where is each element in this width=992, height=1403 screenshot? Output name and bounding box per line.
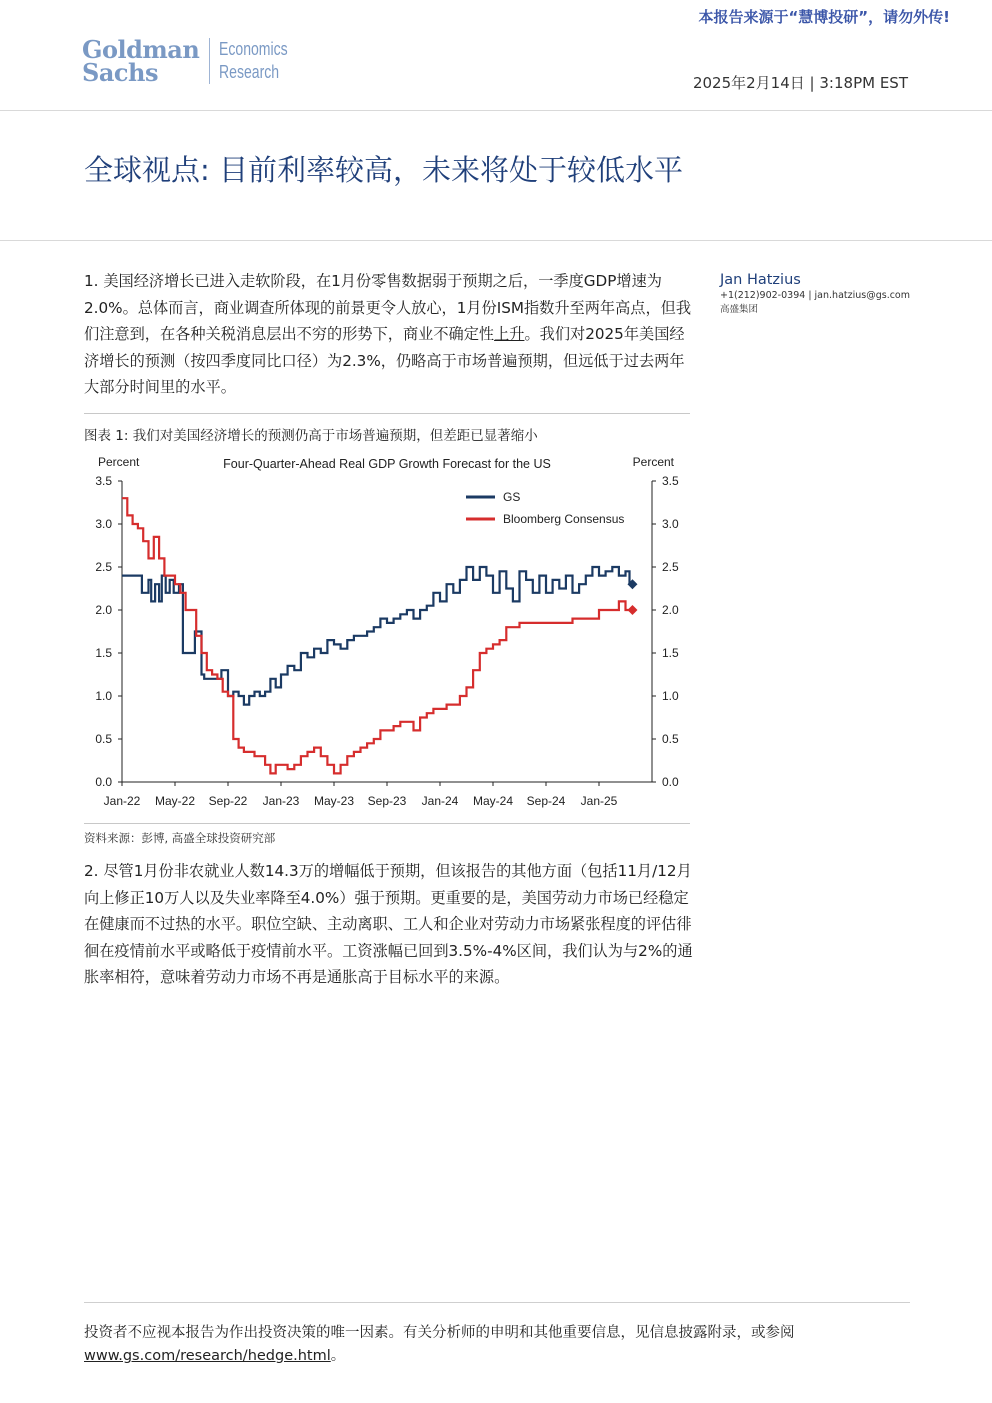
report-time: 3:18PM EST [819, 74, 908, 92]
x-tick-label: Jan-23 [262, 794, 300, 808]
disclosure-link[interactable]: www.gs.com/research/hedge.html [84, 1348, 331, 1364]
header-divider [0, 110, 992, 111]
figure-caption: 图表 1: 我们对美国经济增长的预测仍高于市场普遍预期，但差距已显著缩小 [84, 428, 538, 444]
gdp-forecast-chart [84, 446, 690, 818]
division-name [219, 38, 288, 84]
y-tick-label-left: 2.5 [95, 560, 112, 574]
logo-wordmark [82, 35, 200, 87]
x-tick-label: Sep-24 [526, 794, 566, 808]
legend-label-consensus: Bloomberg Consensus [503, 512, 625, 526]
chart-title: Four-Quarter-Ahead Real GDP Growth Forecast for the US [223, 457, 551, 471]
figure-top-rule [84, 413, 690, 414]
author-name[interactable]: Jan Hatzius [720, 272, 801, 288]
page-title: 全球视点: 目前利率较高，未来将处于较低水平 [84, 153, 683, 187]
legend-label-gs: GS [503, 490, 521, 504]
x-tick-label: May-23 [313, 794, 355, 808]
chart-series [122, 498, 637, 773]
logo-line-1: Goldman [82, 35, 200, 64]
logo-line-2: Sachs [82, 58, 158, 87]
footer-divider [84, 1302, 910, 1303]
goldman-sachs-logo [82, 35, 307, 87]
division-line-2: Research [219, 62, 280, 82]
author-phone: +1(212)902-0394 [720, 290, 806, 301]
disclaimer [84, 1322, 914, 1368]
paragraph-1-text-end: 。我们对2025年美国经济增长的预测（按四季度同比口径）为2.3%，仍略高于市场普遍预期，但远低于过去两年大部分时间里的水平。 [84, 325, 685, 396]
y-tick-label-right: 0.5 [662, 732, 679, 746]
author-org: 高盛集团 [720, 304, 759, 315]
author-block [720, 272, 910, 315]
title-divider [0, 240, 992, 241]
x-tick-label: Sep-22 [208, 794, 248, 808]
x-tick-label: Sep-23 [367, 794, 407, 808]
figure-bottom-rule [84, 823, 690, 824]
report-datetime [693, 72, 908, 93]
consensus-series-line [122, 498, 630, 773]
division-line-1: Economics [219, 39, 288, 59]
y-tick-label-left: 1.0 [95, 689, 112, 703]
y-tick-label-right: 2.0 [662, 603, 679, 617]
figure-source: 资料来源：彭博, 高盛全球投资研究部 [84, 831, 276, 845]
y-tick-label-right: 3.0 [662, 517, 679, 531]
y-tick-label-left: 0.5 [95, 732, 112, 746]
y-tick-label-right: 1.5 [662, 646, 679, 660]
datetime-separator: | [809, 74, 815, 92]
y-axis-label-left: Percent [98, 455, 140, 469]
paragraph-1-text: 1. 美国经济增长已进入走软阶段，在1月份零售数据弱于预期之后，一季度GDP增速为2.0%。总体而言，商业调查所体现的前景更令人放心，1月份ISM指数升至两年高点，但我们注意到，在各种关税消息层出不穷的形势下，商业不确定性 [84, 272, 692, 343]
y-tick-label-right: 2.5 [662, 560, 679, 574]
y-tick-label-right: 1.0 [662, 689, 679, 703]
y-axis-label-right: Percent [632, 455, 674, 469]
logo-divider [209, 38, 210, 84]
author-email[interactable]: jan.hatzius@gs.com [814, 290, 911, 301]
y-tick-label-left: 3.5 [95, 474, 112, 488]
x-tick-label: May-22 [154, 794, 196, 808]
disclaimer-text: 投资者不应视本报告为作出投资决策的唯一因素。有关分析师的申明和其他重要信息，见信息披露附录，或参阅 [84, 1325, 795, 1341]
source-notice: 本报告来源于“慧博投研”，请勿外传! [698, 8, 950, 26]
y-tick-label-right: 0.0 [662, 775, 679, 789]
paragraph-1 [84, 268, 696, 401]
chart-legend [466, 490, 624, 526]
x-tick-label: May-24 [472, 794, 514, 808]
paragraph-2: 2. 尽管1月份非农就业人数14.3万的增幅低于预期，但该报告的其他方面（包括11月/12月向上修正10万人以及失业率降至4.0%）强于预期。更重要的是，美国劳动力市场已经稳定在健康而不过热的水平。职位空缺、主动离职、工人和企业对劳动力市场紧张程度的评估徘徊在疫情前水平或略低于疫情前水平。工资涨幅已回到3.5%-4%区间，我们认为与2%的通胀率相符，意味着劳动力市场不再是通胀高于目标水平的来源。 [84, 862, 693, 986]
y-tick-label-left: 1.5 [95, 646, 112, 660]
x-tick-label: Jan-25 [580, 794, 618, 808]
y-tick-label-left: 2.0 [95, 603, 112, 617]
x-tick-label: Jan-24 [421, 794, 459, 808]
x-tick-label: Jan-22 [103, 794, 141, 808]
report-date: 2025年2月14日 [692, 74, 805, 92]
consensus-latest-marker [627, 605, 637, 615]
paragraph-1-underlined: 上升 [494, 325, 525, 343]
author-contact: +1(212)902-0394 | jan.hatzius@gs.com [720, 290, 911, 301]
y-tick-label-left: 3.0 [95, 517, 112, 531]
y-tick-label-left: 0.0 [95, 775, 112, 789]
y-tick-label-right: 3.5 [662, 474, 679, 488]
disclaimer-end: 。 [330, 1348, 346, 1364]
